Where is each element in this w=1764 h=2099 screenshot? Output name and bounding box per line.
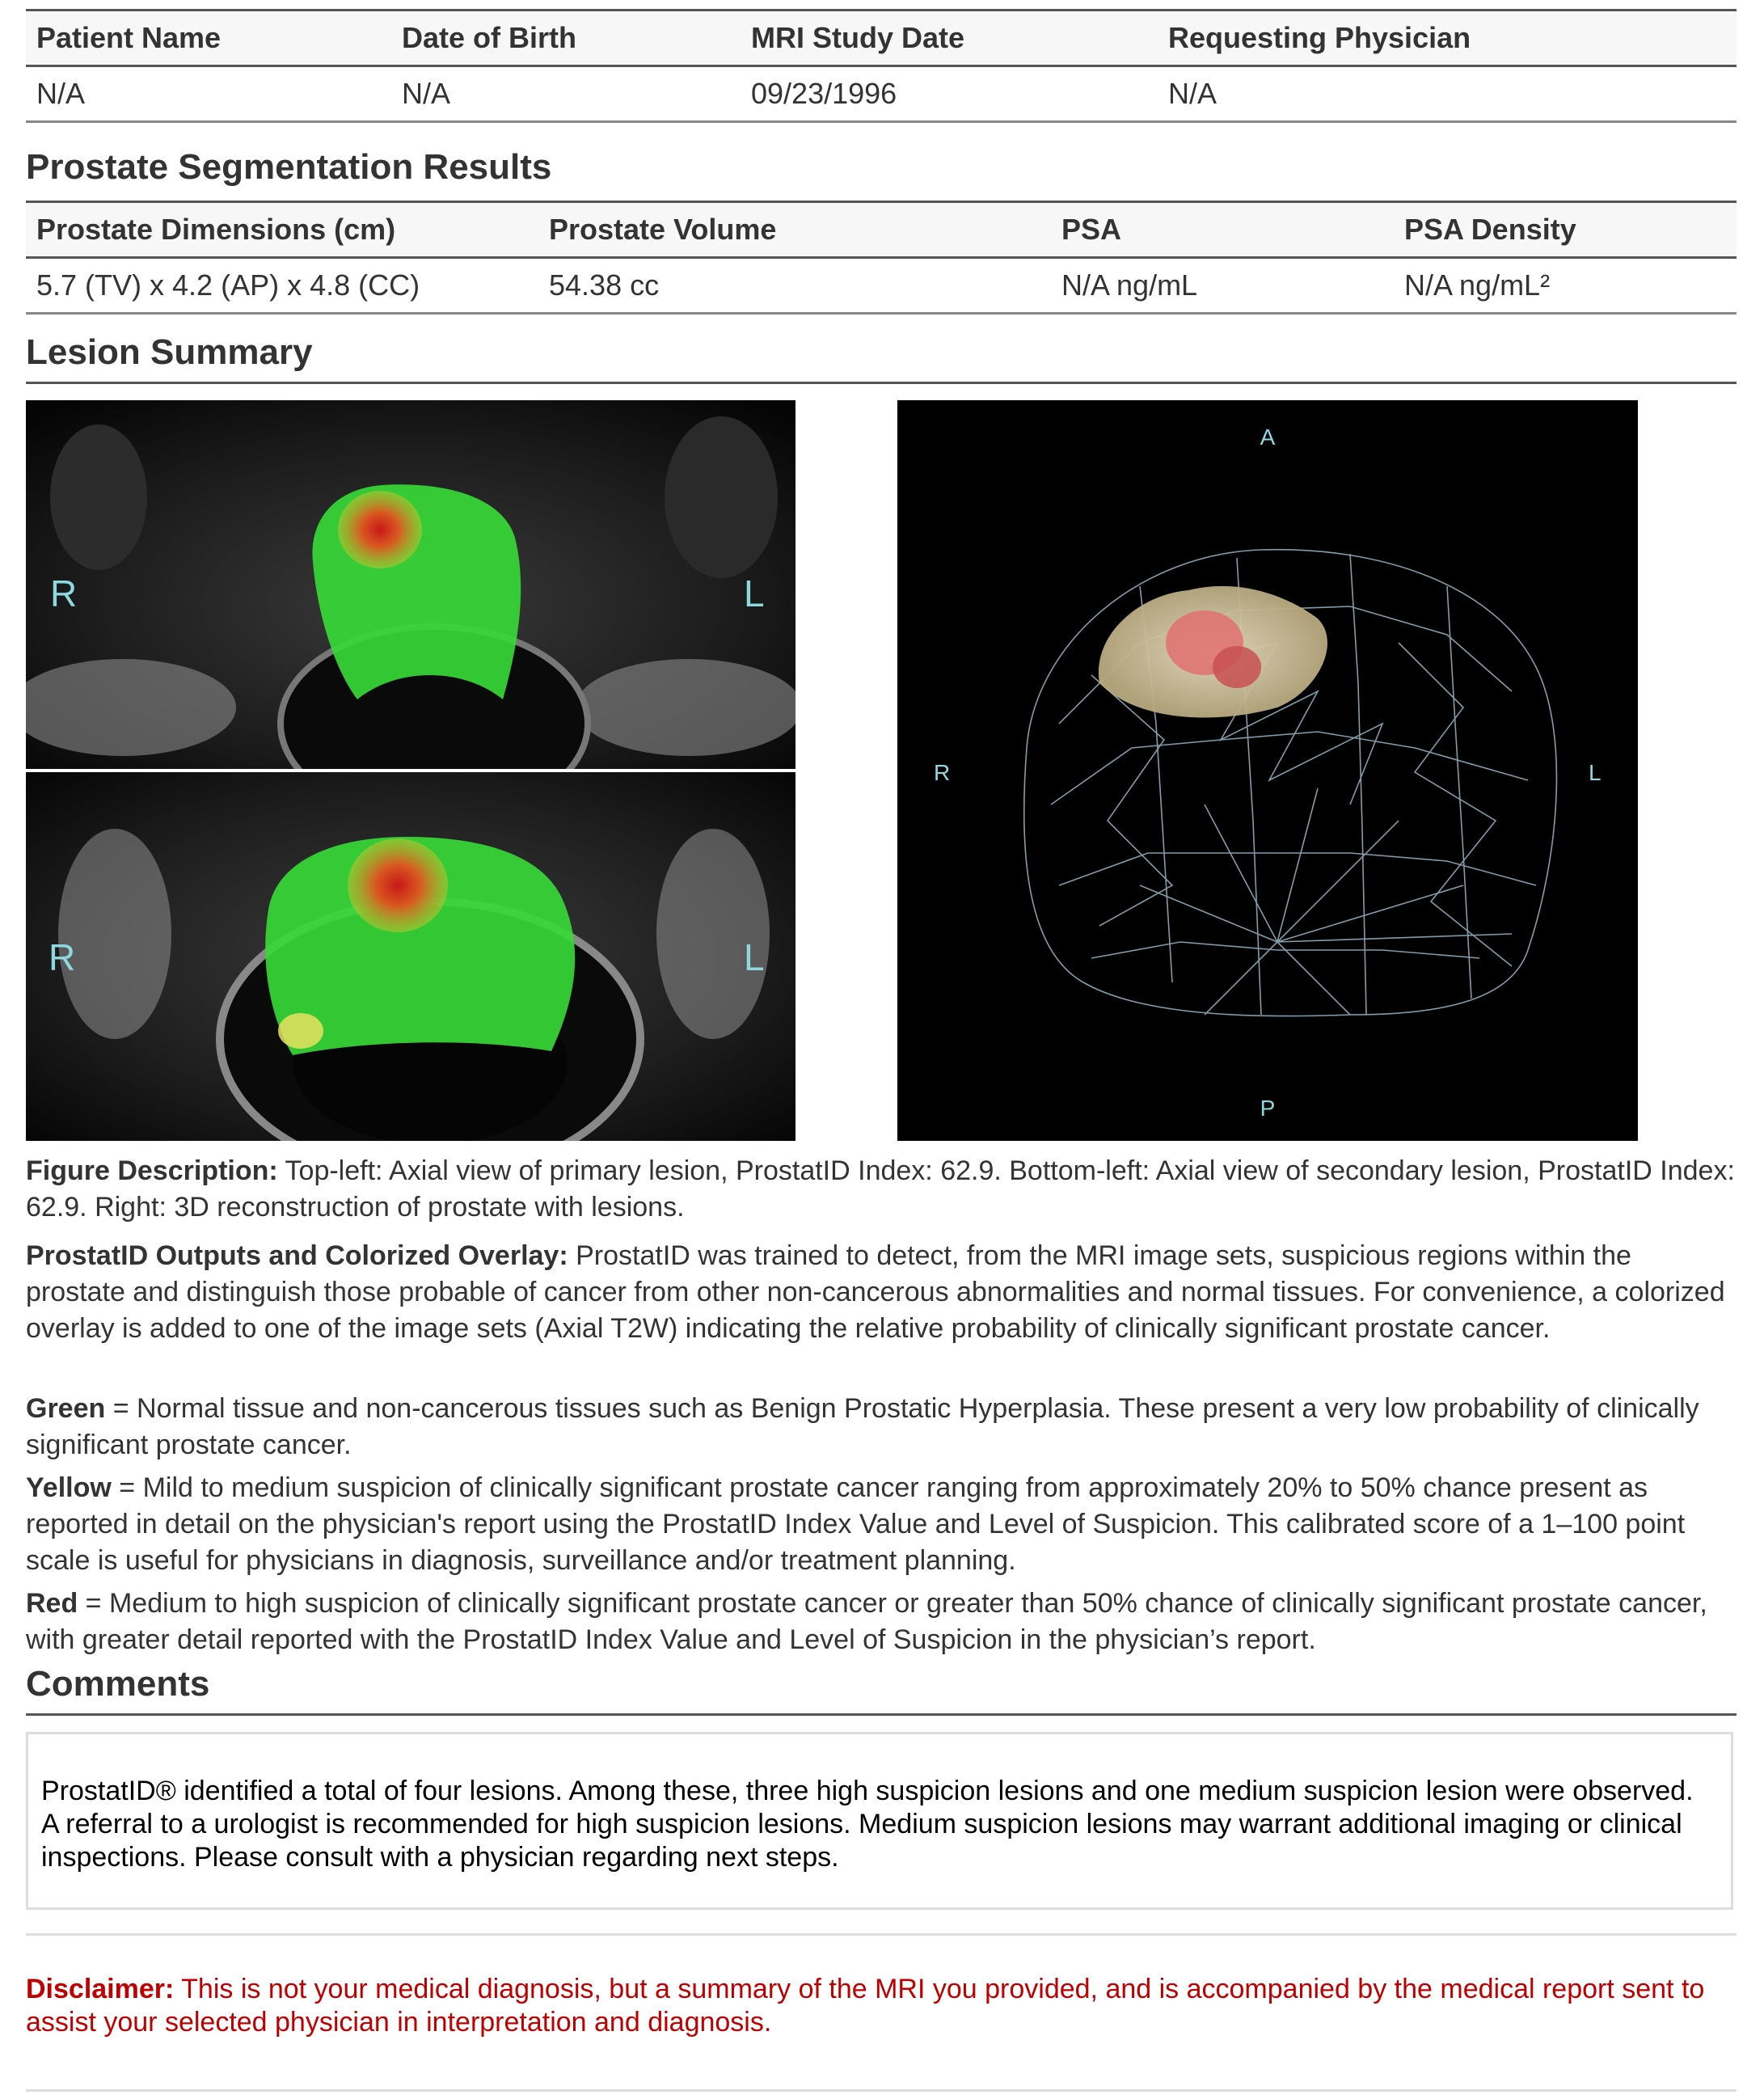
value-prostate-dimensions: 5.7 (TV) x 4.2 (AP) x 4.8 (CC) xyxy=(26,258,538,314)
label-anterior: A xyxy=(1260,424,1276,450)
disclaimer xyxy=(26,1973,1737,2039)
mri-axial-primary-lesion xyxy=(26,400,795,769)
yellow-overlay xyxy=(278,1013,323,1049)
yellow-text: = Mild to medium suspicion of clinically significant prostate cancer ranging from approximately 20% to 50% chance present as reported in detail on the physician's report using the ProstatID Index Value and Level of Suspicion. This calibrated score of a 1–100 point scale is useful for physicians in diagnosis, surveillance and/or treatment planning. xyxy=(26,1472,1686,1576)
patient-info-table xyxy=(26,9,1737,123)
lesion-summary-title: Lesion Summary xyxy=(26,332,1737,384)
comments-text: ProstatID® identified a total of four lesions. Among these, three high suspicion lesions and one medium suspicion lesion were observed. A referral to a urologist is recommended for high suspicion lesions. Medium suspicion lesions may warrant additional imaging or clinical inspections. Please consult with a physician regarding next steps. xyxy=(41,1776,1694,1873)
patient-table-header-row xyxy=(26,11,1737,66)
lesion-overlay xyxy=(338,491,422,568)
label-left: L xyxy=(1589,760,1602,785)
header-prostate-volume: Prostate Volume xyxy=(538,202,1051,258)
comments-box xyxy=(26,1732,1733,1910)
figure-description-label: Figure Description: xyxy=(26,1155,278,1186)
header-date-of-birth: Date of Birth xyxy=(391,11,741,66)
segmentation-table xyxy=(26,201,1737,315)
yellow-legend xyxy=(26,1470,1737,1579)
outputs-text: ProstatID was trained to detect, from the MRI image sets, suspicious regions within the prostate and distinguish those probable of cancer from other non-cancerous abnormalities and normal tissues. For convenience, a colorized overlay is added to one of the image sets (Axial T2W) indicating the relative probability of clinically significant prostate cancer. xyxy=(26,1240,1725,1344)
figure-description-text: Top-left: Axial view of primary lesion, ProstatID Index: 62.9. Bottom-left: Axial view of secondary lesion, ProstatID Index: 62.9. Right: 3D reconstruction of prostate with lesions. xyxy=(26,1155,1735,1223)
header-psa-density: PSA Density xyxy=(1394,202,1737,258)
segmentation-header-row xyxy=(26,202,1737,258)
value-requesting-physician: N/A xyxy=(1158,66,1737,122)
value-date-of-birth: N/A xyxy=(391,66,741,122)
label-left: L xyxy=(744,572,765,614)
mri-axial-secondary-lesion xyxy=(26,772,795,1141)
header-requesting-physician: Requesting Physician xyxy=(1158,11,1737,66)
lesion-overlay xyxy=(348,838,448,932)
outputs-label: ProstatID Outputs and Colorized Overlay: xyxy=(26,1240,568,1271)
green-text: = Normal tissue and non-cancerous tissues such as Benign Prostatic Hyperplasia. These present a very low probability of clinically significant prostate cancer. xyxy=(26,1393,1699,1460)
value-mri-study-date: 09/23/1996 xyxy=(741,66,1158,122)
divider xyxy=(26,2089,1737,2092)
value-patient-name: N/A xyxy=(26,66,391,122)
green-legend xyxy=(26,1391,1737,1463)
label-left: L xyxy=(744,936,765,978)
yellow-label: Yellow xyxy=(26,1472,112,1503)
header-patient-name: Patient Name xyxy=(26,11,391,66)
divider xyxy=(26,1933,1737,1936)
green-label: Green xyxy=(26,1393,106,1424)
label-right: R xyxy=(49,936,76,978)
figure-description xyxy=(26,1153,1737,1226)
value-psa: N/A ng/mL xyxy=(1051,258,1394,314)
patient-table-value-row xyxy=(26,66,1737,122)
outputs-description xyxy=(26,1238,1737,1347)
red-label: Red xyxy=(26,1588,78,1619)
value-psa-density: N/A ng/mL² xyxy=(1394,258,1737,314)
segmentation-title: Prostate Segmentation Results xyxy=(26,147,552,187)
segmentation-value-row xyxy=(26,258,1737,314)
header-mri-study-date: MRI Study Date xyxy=(741,11,1158,66)
label-right: R xyxy=(934,760,951,785)
red-text: = Medium to high suspicion of clinically significant prostate cancer or greater than 50% chance of clinically significant prostate cancer, with greater detail reported with the ProstatID Index Value and Level of Suspicion in the physician’s report. xyxy=(26,1588,1707,1655)
header-prostate-dimensions: Prostate Dimensions (cm) xyxy=(26,202,538,258)
label-posterior: P xyxy=(1260,1096,1276,1121)
3d-reconstruction xyxy=(897,400,1638,1141)
label-right: R xyxy=(50,572,78,614)
header-psa: PSA xyxy=(1051,202,1394,258)
disclaimer-label: Disclaimer: xyxy=(26,1974,175,2004)
comments-title: Comments xyxy=(26,1663,1737,1716)
red-legend xyxy=(26,1586,1737,1658)
disclaimer-text: This is not your medical diagnosis, but a summary of the MRI you provided, and is accompanied by the medical report sent to assist your selected physician in interpretation and diagnosis. xyxy=(26,1974,1705,2038)
value-prostate-volume: 54.38 cc xyxy=(538,258,1051,314)
